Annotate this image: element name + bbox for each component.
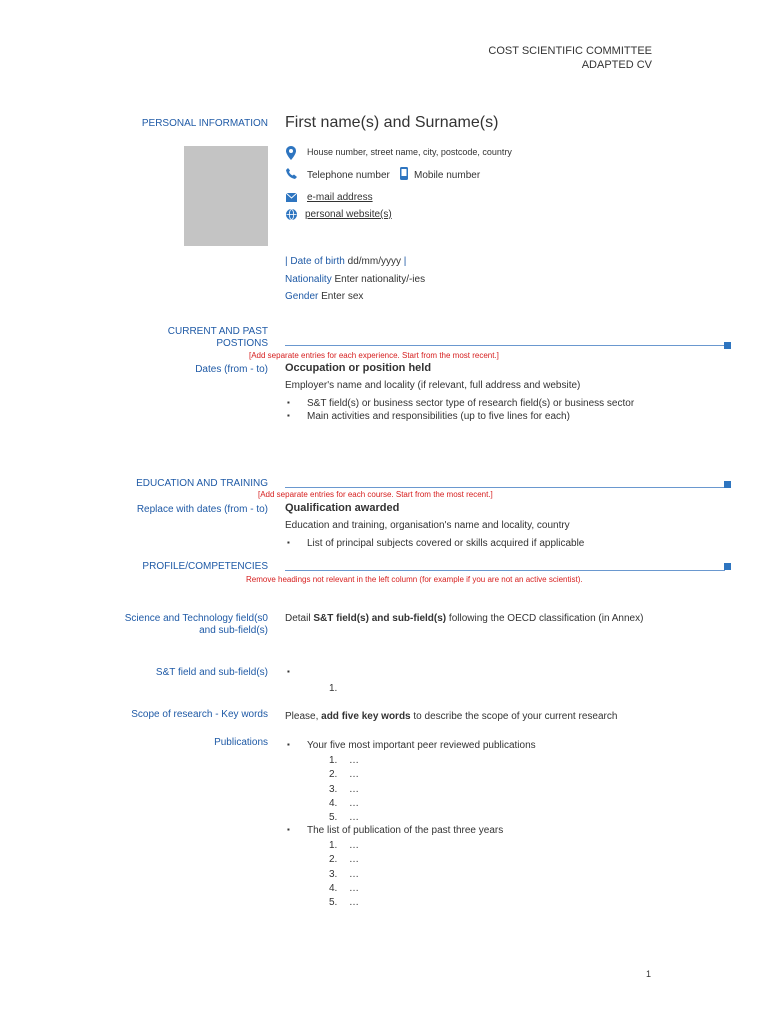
scope-text-pre: Please, [285, 711, 322, 722]
education-rule [285, 487, 725, 488]
employer: Employer's name and locality (if relevant, full address and website) [285, 380, 581, 391]
st-fields-text-post: following the OECD classification (in Annex) [446, 613, 644, 624]
st-field-label: S&T field and sub-field(s) [155, 667, 268, 678]
education-org: Education and training, organisation's name and locality, country [285, 520, 570, 531]
st-field-bullet: ▪ [287, 667, 290, 676]
st-field-number: 1. [329, 683, 338, 694]
phone-icon [286, 168, 297, 182]
nationality [285, 274, 425, 285]
publication-entry: … [349, 755, 359, 766]
publication-entry: … [349, 812, 359, 824]
education-rule-marker [724, 481, 731, 488]
full-name: First name(s) and Surname(s) [285, 114, 499, 131]
positions-rule-marker [724, 342, 731, 349]
globe-icon [286, 209, 297, 223]
publication-entry: … [349, 882, 359, 894]
scope-text-bold: add five key words [321, 711, 411, 722]
date-of-birth [285, 256, 406, 267]
profile-note: Remove headings not relevant in the left column (for example if you are not an active scientist). [246, 575, 583, 584]
st-fields-label-line-2: and sub-field(s) [199, 625, 268, 636]
scope-text-post: to describe the scope of your current research [410, 711, 618, 722]
publication-entry: … [349, 783, 359, 795]
header-line-1: COST SCIENTIFIC COMMITTEE [488, 45, 652, 57]
publication-entry: … [349, 797, 359, 809]
publication-entry: … [349, 769, 359, 781]
occupation-title: Occupation or position held [285, 362, 432, 374]
qualification-title: Qualification awarded [285, 502, 400, 514]
positions-bullet-2: ▪ Main activities and responsibilities (up to five lines for each) [307, 411, 570, 422]
website[interactable]: personal website(s) [305, 209, 392, 220]
profile-rule [285, 570, 725, 571]
education-note: [Add separate entries for each course. Start from the most recent.] [258, 490, 493, 499]
positions-note: [Add separate entries for each experience. Start from the most recent.] [249, 351, 499, 360]
st-fields-label-line-1: Science and Technology field(s0 [124, 613, 268, 624]
publication-number: 2. [329, 769, 338, 781]
scope-label: Scope of research - Key words [131, 709, 268, 720]
st-fields-text [285, 613, 643, 624]
mobile: Mobile number [414, 170, 481, 181]
publication-number: 3. [329, 868, 338, 880]
gender [285, 291, 363, 302]
profile-label: PROFILE/COMPETENCIES [142, 561, 268, 572]
header-line-2: ADAPTED CV [581, 59, 652, 71]
publication-number: 5. [329, 897, 338, 909]
telephone: Telephone number [307, 170, 390, 181]
publication-entry: … [349, 868, 359, 880]
education-dates-label: Replace with dates (from - to) [136, 504, 268, 515]
page-number: 1 [646, 969, 652, 979]
nationality-value: Enter nationality/-ies [331, 274, 426, 285]
personal-info-label: PERSONAL INFORMATION [141, 118, 268, 129]
photo-placeholder [184, 146, 268, 246]
dob-value: dd/mm/yyyy [347, 256, 401, 267]
publication-number: 4. [329, 882, 338, 894]
mobile-icon [400, 167, 408, 183]
publication-number: 1. [329, 755, 338, 766]
nationality-label: Nationality [285, 274, 332, 285]
publication-entry: … [349, 854, 359, 866]
st-fields-label [125, 613, 268, 637]
publication-number: 4. [329, 797, 338, 809]
publication-number: 2. [329, 854, 338, 866]
education-bullet: ▪ List of principal subjects covered or skills acquired if applicable [307, 538, 584, 549]
publication-entry: … [349, 840, 359, 851]
location-icon [286, 146, 296, 163]
publication-number: 3. [329, 783, 338, 795]
positions-dates-label: Dates (from - to) [195, 364, 268, 375]
doc-header [488, 44, 652, 72]
positions-label-line-2: POSTIONS [216, 338, 268, 349]
publication-number: 1. [329, 840, 338, 851]
email-icon [286, 193, 297, 205]
dob-close: | [400, 256, 407, 267]
positions-rule [285, 345, 725, 346]
positions-label [168, 326, 268, 350]
publications-label: Publications [214, 737, 268, 748]
publication-number: 5. [329, 812, 338, 824]
publications-bullet-2: ▪ The list of publication of the past three years [307, 825, 503, 836]
website-link[interactable] [305, 209, 392, 220]
st-fields-text-pre: Detail [285, 613, 314, 624]
positions-bullet-1: ▪ S&T field(s) or business sector type of research field(s) or business sector [307, 398, 634, 409]
publication-entry: … [349, 897, 359, 909]
gender-label: Gender [285, 291, 319, 302]
address: House number, street name, city, postcode, country [307, 147, 512, 157]
st-fields-text-bold: S&T field(s) and sub-field(s) [313, 613, 447, 624]
profile-rule-marker [724, 563, 731, 570]
positions-label-line-1: CURRENT AND PAST [167, 326, 268, 337]
scope-text [285, 711, 617, 722]
dob-label: | Date of birth [285, 256, 348, 267]
gender-value: Enter sex [318, 291, 364, 302]
email-address[interactable]: e-mail address [307, 192, 373, 203]
email-link[interactable] [307, 192, 373, 203]
education-label: EDUCATION AND TRAINING [136, 478, 268, 489]
publications-bullet-1: ▪ Your five most important peer reviewed publications [307, 740, 536, 751]
